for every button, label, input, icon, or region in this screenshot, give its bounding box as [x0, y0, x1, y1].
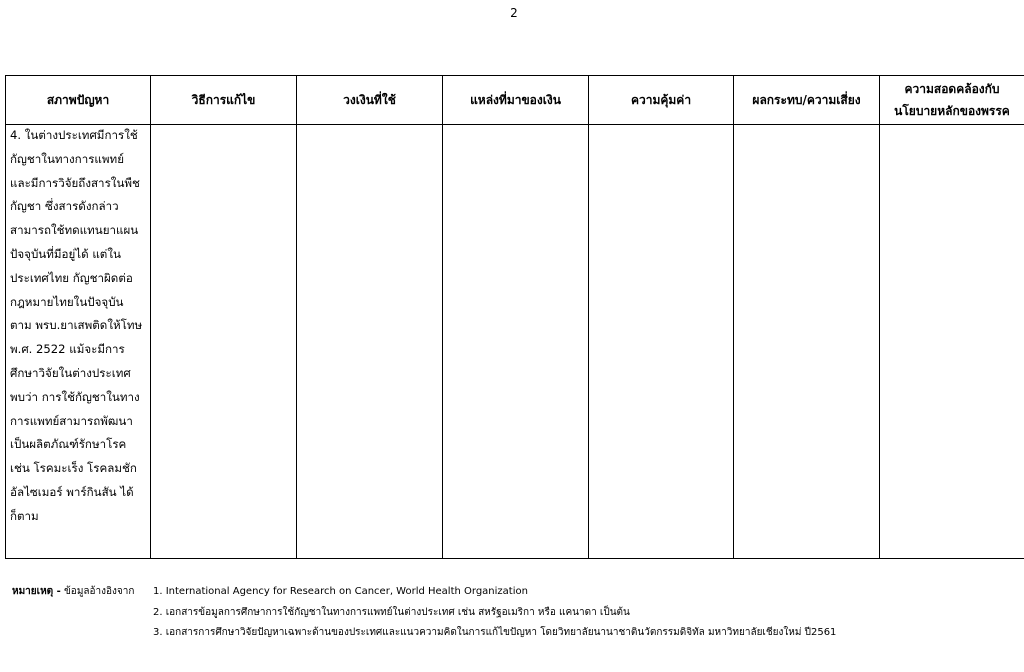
notes-label [12, 584, 134, 599]
references-list [153, 584, 836, 646]
reference-item: 2. เอกสารข้อมูลการศึกษาการใช้กัญชาในทางการแพทย์ในต่างประเทศ เช่น สหรัฐอเมริกา หรือ แคนาดา เป็นต้น [153, 606, 630, 618]
page-number: 2 [510, 6, 518, 20]
reference-item: 1. International Agency for Research on Cancer, World Health Organization [153, 586, 528, 597]
header-policy-alignment [880, 76, 1024, 125]
cell-impact-risk [734, 125, 880, 559]
cell-funding-source [443, 125, 589, 559]
table-row [6, 125, 1024, 559]
notes-label-suffix: ข้อมูลอ้างอิงจาก [60, 586, 135, 597]
header-policy-alignment-label: ความสอดคล้องกับ นโยบายหลักของพรรค [894, 82, 1010, 118]
cell-policy-alignment [880, 125, 1024, 559]
problem-description: 4. ในต่างประเทศมีการใช้ กัญชาในทางการแพทย์ และมีการวิจัยถึงสารในพืช กัญชา ซึ่งสารดังกล่าว สามารถใช้ทดแทนยาแผน ปัจจุบันที่มีอยู่ได้ แต่ใน ประเทศไทย กัญชาผิดต่อ กฎหมายไทยในปัจจุบัน ตาม พรบ.ยาเสพติดให้โทษ พ.ศ. 2522 แม้จะมีการ ศึกษาวิจัยในต่างประเทศ พบว่า การใช้กัญชาในทาง การแพทย์สามารถพัฒนา เป็นผลิตภัณฑ์รักษาโรค เช่น โรคมะเร็ง โรคลมชัก อัลไซเมอร์ พาร์กินสัน ได้ ก็ตาม [10, 128, 143, 523]
cell-solution [151, 125, 297, 559]
cell-problem [6, 125, 151, 559]
table-header-row [6, 76, 1024, 125]
notes-label-bold: หมายเหตุ - [12, 586, 61, 597]
reference-item: 3. เอกสารการศึกษาวิจัยปัญหาเฉพาะด้านของประเทศและแนวความคิดในการแก้ไขปัญหา โดยวิทยาลัยนานาชาตินวัตกรรมดิจิทัล มหาวิทยาลัยเชียงใหม่ ปี2561 [153, 627, 837, 638]
header-impact-risk: ผลกระทบ/ความเสี่ยง [734, 76, 880, 125]
header-problem: สภาพปัญหา [6, 76, 151, 125]
header-solution: วิธีการแก้ไข [151, 76, 297, 125]
policy-table [5, 75, 1024, 559]
header-value: ความคุ้มค่า [589, 76, 734, 125]
cell-value [589, 125, 734, 559]
header-funding-source: แหล่งที่มาของเงิน [443, 76, 589, 125]
cell-budget [297, 125, 443, 559]
header-budget: วงเงินที่ใช้ [297, 76, 443, 125]
